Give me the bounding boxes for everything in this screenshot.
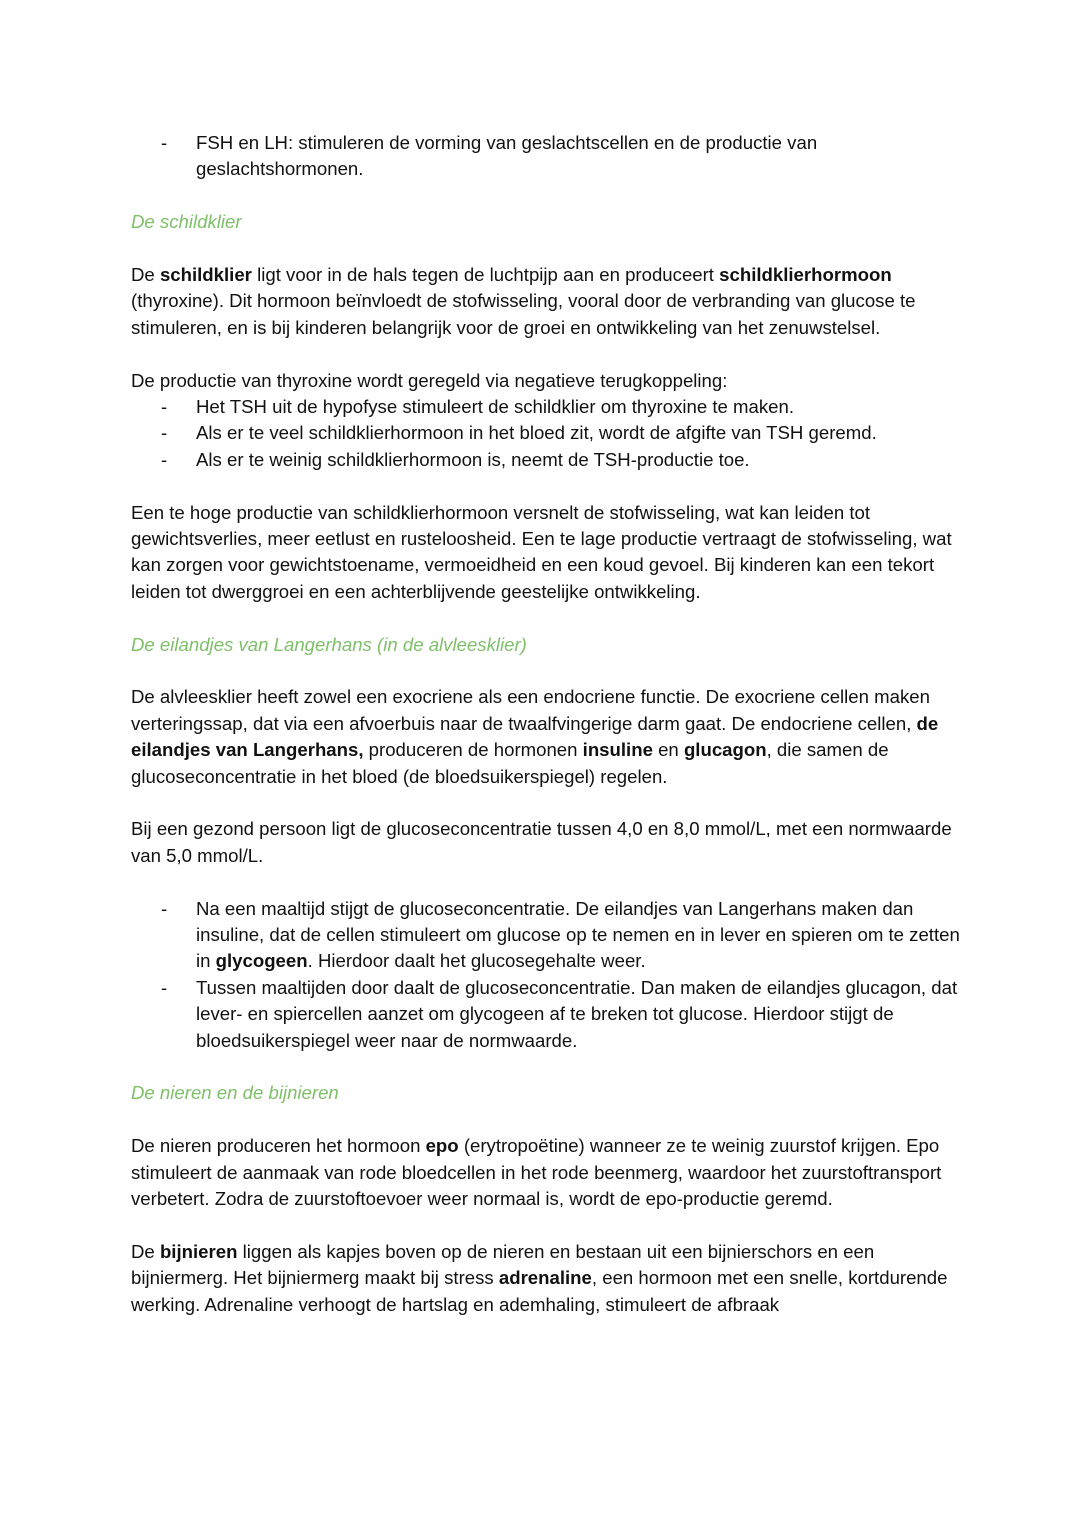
document-page	[131, 130, 961, 1318]
paragraph: Bij een gezond persoon ligt de glucoseconcentratie tussen 4,0 en 8,0 mmol/L, met een normwaarde van 5,0 mmol/L.	[131, 818, 952, 866]
heading-langerhans: De eilandjes van Langerhans (in de alvleesklier)	[131, 633, 527, 655]
paragraph: De schildklier ligt voor in de hals tegen de luchtpijp aan en produceert schildklierhormoon (thyroxine). Dit hormoon beïnvloedt de stofwisseling, vooral door de verbranding van glucose te stimuleren, en is bij kinderen belangrijk voor de groei en ontwikkeling van het zenuwstelsel.	[131, 264, 916, 338]
paragraph: De productie van thyroxine wordt geregeld via negatieve terugkoppeling:	[131, 369, 728, 391]
paragraph: De bijnieren liggen als kapjes boven op de nieren en bestaan uit een bijnierschors en een bijniermerg. Het bijniermerg maakt bij stress adrenaline, een hormoon met een snelle, kortdurende werking. Adrenaline verhoogt de hartslag en ademhaling, stimuleert de afbraak	[131, 1240, 948, 1315]
paragraph: Een te hoge productie van schildklierhormoon versnelt de stofwisseling, wat kan leiden tot gewichtsverlies, meer eetlust en rusteloosheid. Een te lage productie vertraagt de stofwisseling, wat kan zorgen voor gewichtstoename, vermoeidheid en een koud gevoel. Bij kinderen kan een tekort leiden tot dwerggroei en een achterblijvende geestelijke ontwikkeling.	[131, 501, 952, 602]
paragraph: De nieren produceren het hormoon epo (erytropoëtine) wanneer ze te weinig zuurstof krijgen. Epo stimuleert de aanmaak van rode bloedcellen in het rode beenmerg, waardoor het zuurstoftransport verbetert. Zodra de zuurstoftoevoer weer normaal is, wordt de epo-productie geremd.	[131, 1135, 942, 1210]
list-item: - Als er te veel schildklierhormoon in het bloed zit, wordt de afgifte van TSH geremd.	[131, 420, 961, 446]
list-item: - Na een maaltijd stijgt de glucoseconcentratie. De eilandjes van Langerhans maken dan insuline, dat de cellen stimuleert om glucose op te nemen en in lever en spieren om te zetten in glycogeen. Hierdoor daalt het glucosegehalte weer.	[131, 896, 961, 975]
heading-nieren: De nieren en de bijnieren	[131, 1082, 339, 1104]
hormone-list-top	[131, 130, 961, 183]
heading-schildklier: De schildklier	[131, 211, 242, 233]
glucose-list	[131, 896, 961, 1054]
feedback-list	[131, 394, 961, 473]
list-item: - Als er te weinig schildklierhormoon is, neemt de TSH-productie toe.	[131, 447, 961, 473]
list-item: - Het TSH uit de hypofyse stimuleert de schildklier om thyroxine te maken.	[131, 394, 961, 420]
list-item: - Tussen maaltijden door daalt de glucoseconcentratie. Dan maken de eilandjes glucagon, dat lever- en spiercellen aanzet om glycogeen af te breken tot glucose. Hierdoor stijgt de bloedsuikerspiegel weer naar de normwaarde.	[131, 975, 961, 1054]
list-item: - FSH en LH: stimuleren de vorming van geslachtscellen en de productie van geslachtshormonen.	[131, 130, 961, 183]
paragraph: De alvleesklier heeft zowel een exocriene als een endocriene functie. De exocriene cellen maken verteringssap, dat via een afvoerbuis naar de twaalfvingerige darm gaat. De endocriene cellen, de eilandjes van Langerhans, produceren de hormonen insuline en glucagon, die samen de glucoseconcentratie in het bloed (de bloedsuikerspiegel) regelen.	[131, 686, 939, 787]
